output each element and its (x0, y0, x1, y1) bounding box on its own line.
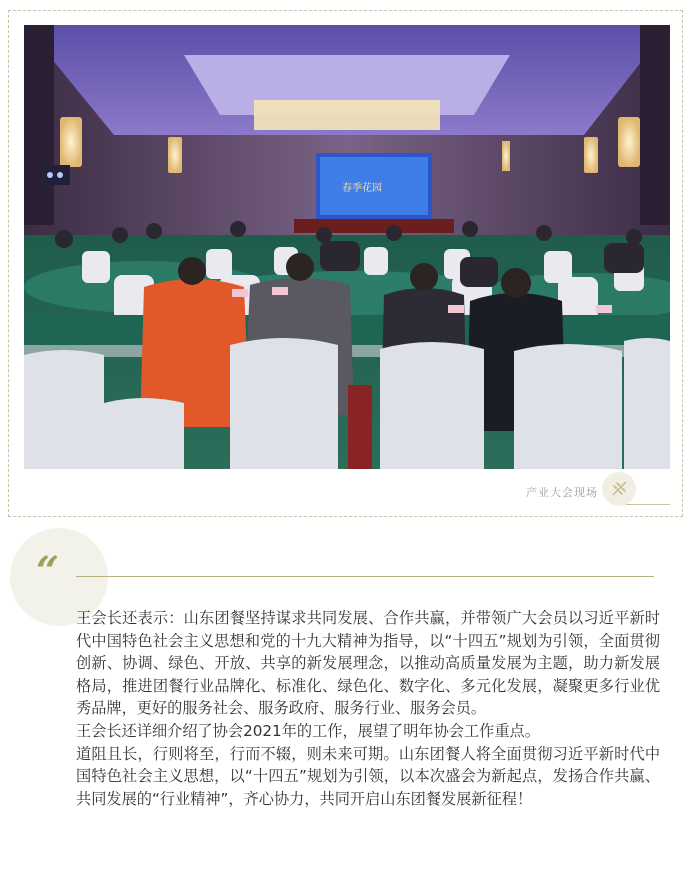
quote-divider (76, 576, 654, 577)
stage-screen-text: 春季花园 (342, 183, 382, 194)
leaf-badge (602, 472, 636, 506)
caption-rule (626, 504, 670, 505)
wheat-leaf-icon (610, 478, 630, 498)
photo-caption: 产业大会现场 (526, 486, 598, 499)
article-body (76, 607, 660, 810)
conference-hall-illustration (24, 25, 670, 469)
paragraph: 道阻且长，行则将至，行而不辍，则未来可期。山东团餐人将全面贯彻习近平新时代中国特色社会主义思想，以“十四五”规划为引领，以本次盛会为新起点，发扬合作共赢、共同发展的“行业精神”，齐心协力，共同开启山东团餐发展新征程！ (76, 744, 660, 808)
photo-frame (8, 10, 683, 517)
paragraph: 王会长还表示：山东团餐坚持谋求共同发展、合作共赢，并带领广大会员以习近平新时代中国特色社会主义思想和党的十九大精神为指导，以“十四五”规划为引领，全面贯彻创新、协调、绿色、开放、共享的新发展理念，以推动高质量发展为主题，助力新发展格局，推进团餐行业品牌化、标准化、绿色化、数字化、多元化发展，凝聚更多行业优秀品牌，更好的服务社会、服务政府、服务行业、服务会员。 (76, 609, 660, 718)
conference-photo (24, 25, 670, 469)
quote-mark-icon: “ (36, 548, 60, 595)
paragraph: 王会长还详细介绍了协会2021年的工作，展望了明年协会工作重点。 (76, 721, 540, 740)
